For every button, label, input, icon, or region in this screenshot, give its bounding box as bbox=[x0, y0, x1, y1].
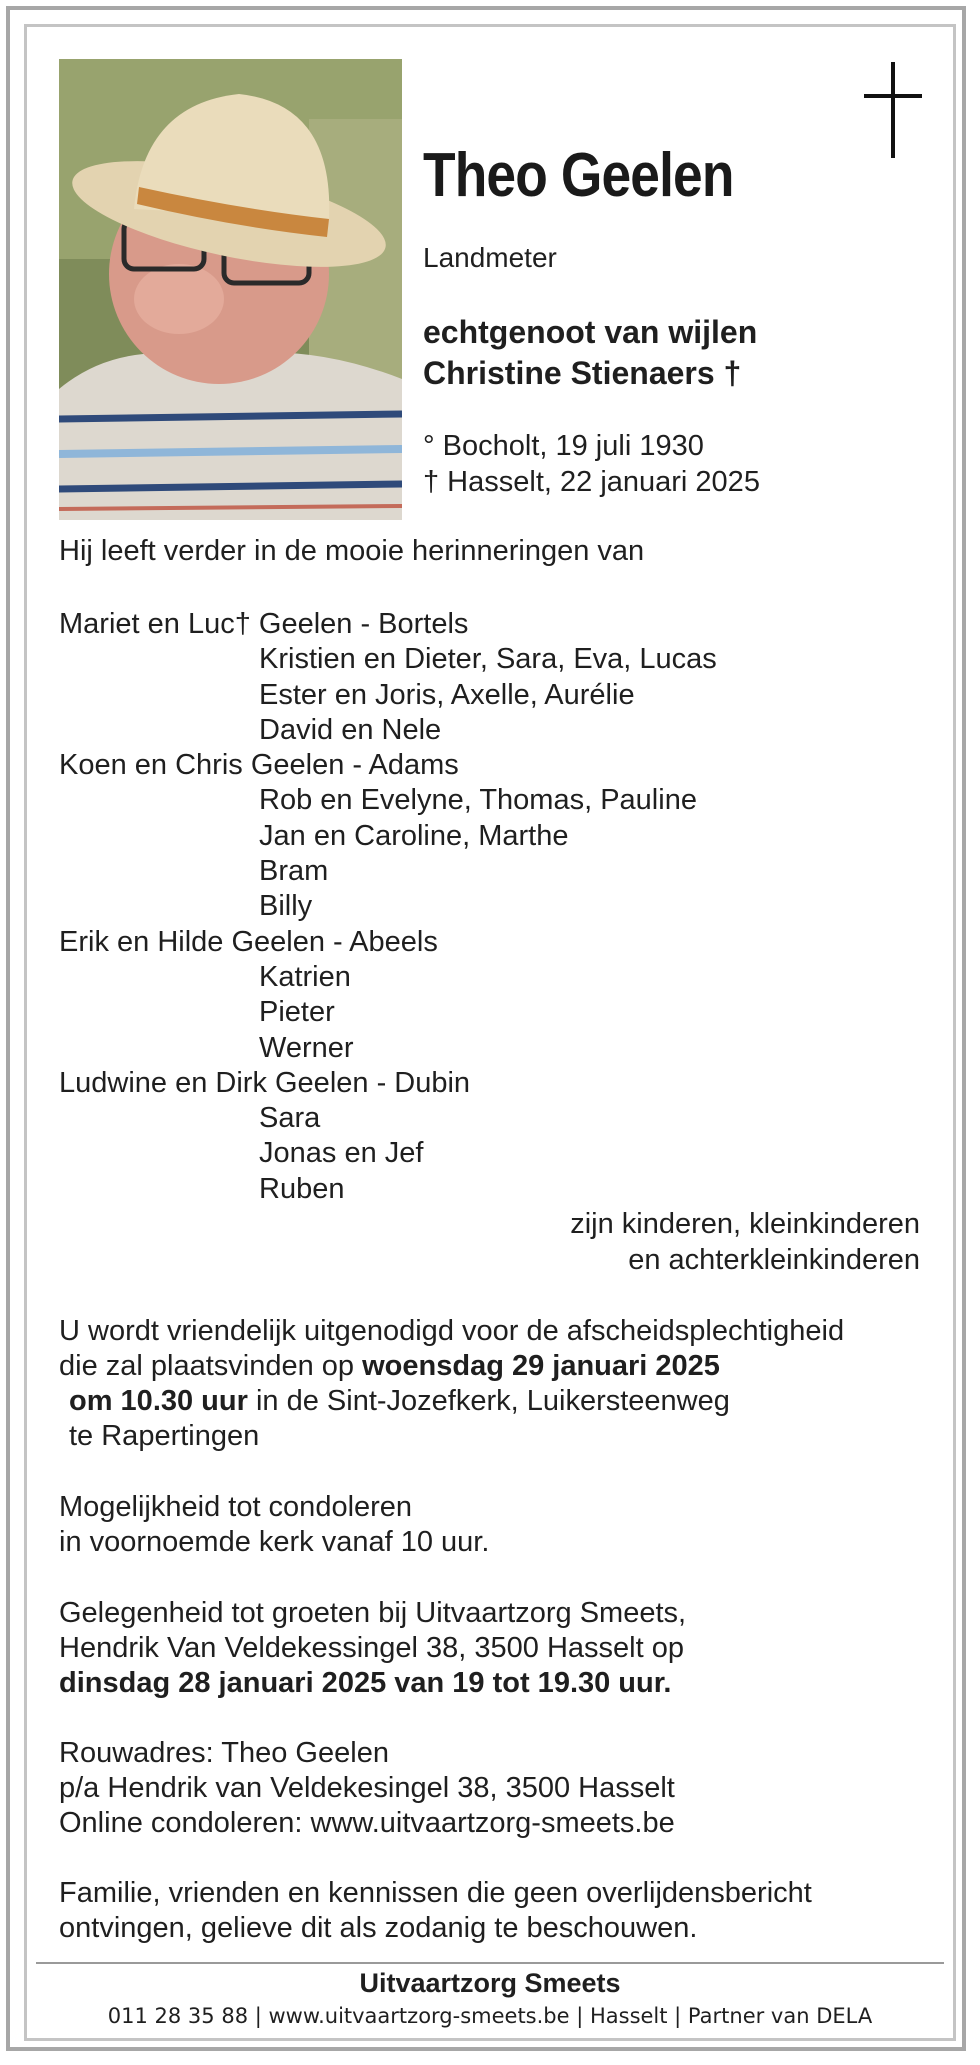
address-line-2: p/a Hendrik van Veldekesingel 38, 3500 Hasselt bbox=[59, 1772, 675, 1804]
family-member: Mariet en Luc† Geelen - Bortels bbox=[59, 608, 469, 640]
grandchild-line: Bram bbox=[259, 855, 329, 888]
grandchild-line: Jonas en Jef bbox=[259, 1137, 424, 1170]
family-member: Koen en Chris Geelen - Adams bbox=[59, 749, 459, 782]
funeral-home-contact: 011 28 35 88 | www.uitvaartzorg-smeets.be | Hasselt | Partner van DELA bbox=[107, 2004, 873, 2028]
grandchild-line: Rob en Evelyne, Thomas, Pauline bbox=[259, 784, 697, 817]
ceremony-time: om 10.30 uur bbox=[69, 1385, 248, 1417]
ceremony-date: woensdag 29 januari 2025 bbox=[362, 1350, 720, 1382]
visitation-info bbox=[59, 1596, 686, 1701]
relation-text bbox=[570, 1206, 920, 1278]
condolence-line-1: Mogelijkheid tot condoleren bbox=[59, 1491, 413, 1523]
grandchild-line: Ruben bbox=[259, 1172, 345, 1205]
ceremony-line-4: te Rapertingen bbox=[69, 1420, 260, 1452]
ceremony-line-1: U wordt vriendelijk uitgenodigd voor de afscheidsplechtigheid bbox=[59, 1315, 845, 1347]
spouse-line-2: Christine Stienaers † bbox=[423, 355, 742, 391]
funeral-home-name: Uitvaartzorg Smeets bbox=[359, 1968, 621, 1998]
life-dates bbox=[423, 428, 760, 500]
condolence-info bbox=[59, 1490, 489, 1560]
closing-line-2: ontvingen, gelieve dit als zodanig te beschouwen. bbox=[59, 1912, 698, 1944]
visit-line-2: Hendrik Van Veldekessingel 38, 3500 Hasselt op bbox=[59, 1632, 684, 1664]
grandchild-line: Kristien en Dieter, Sara, Eva, Lucas bbox=[259, 643, 717, 676]
grandchild-line: Jan en Caroline, Marthe bbox=[259, 819, 569, 852]
relation-line-2: en achterkleinkinderen bbox=[628, 1244, 920, 1276]
family-member: Ludwine en Dirk Geelen - Dubin bbox=[59, 1066, 471, 1099]
family-list bbox=[59, 607, 919, 1207]
spouse-line-1: echtgenoot van wijlen bbox=[423, 314, 758, 350]
ceremony-line-2 bbox=[59, 1349, 844, 1384]
birth-date: ° Bocholt, 19 juli 1930 bbox=[423, 430, 704, 462]
grandchild-line: Pieter bbox=[259, 996, 335, 1029]
address-line-1: Rouwadres: Theo Geelen bbox=[59, 1737, 389, 1769]
visit-datetime: dinsdag 28 januari 2025 van 19 tot 19.30 uur. bbox=[59, 1667, 672, 1699]
ceremony-location: in de Sint-Jozefkerk, Luikersteenweg bbox=[247, 1385, 730, 1417]
closing-line-1: Familie, vrienden en kennissen die geen overlijdensbericht bbox=[59, 1877, 812, 1909]
mourning-address bbox=[59, 1736, 675, 1841]
cross-icon bbox=[864, 62, 922, 158]
intro-text: Hij leeft verder in de mooie herinneringen van bbox=[59, 535, 645, 567]
spouse-info bbox=[423, 312, 757, 394]
visit-line-1: Gelegenheid tot groeten bij Uitvaartzorg Smeets, bbox=[59, 1597, 687, 1629]
ceremony-line-2-text: die zal plaatsvinden op bbox=[59, 1350, 363, 1382]
relation-line-1: zijn kinderen, kleinkinderen bbox=[570, 1208, 920, 1240]
condolence-line-2: in voornoemde kerk vanaf 10 uur. bbox=[59, 1526, 490, 1558]
grandchild-line: David en Nele bbox=[259, 713, 442, 746]
death-date: † Hasselt, 22 januari 2025 bbox=[423, 466, 760, 498]
ceremony-info bbox=[59, 1314, 844, 1454]
grandchild-line: Werner bbox=[259, 1031, 354, 1064]
grandchild-line: Ester en Joris, Axelle, Aurélie bbox=[259, 678, 635, 711]
ceremony-line-3 bbox=[59, 1384, 844, 1419]
occupation: Landmeter bbox=[423, 242, 557, 273]
address-line-3: Online condoleren: www.uitvaartzorg-smeets.be bbox=[59, 1807, 675, 1839]
family-member: Erik en Hilde Geelen - Abeels bbox=[59, 925, 438, 958]
deceased-name: Theo Geelen bbox=[423, 141, 734, 210]
footer-divider bbox=[36, 1962, 944, 1964]
grandchild-line: Billy bbox=[259, 890, 313, 923]
portrait-photo bbox=[59, 59, 402, 520]
visit-line-3 bbox=[59, 1666, 686, 1701]
grandchild-line: Katrien bbox=[259, 960, 351, 993]
closing-note bbox=[59, 1876, 812, 1946]
grandchild-line: Sara bbox=[259, 1102, 321, 1135]
